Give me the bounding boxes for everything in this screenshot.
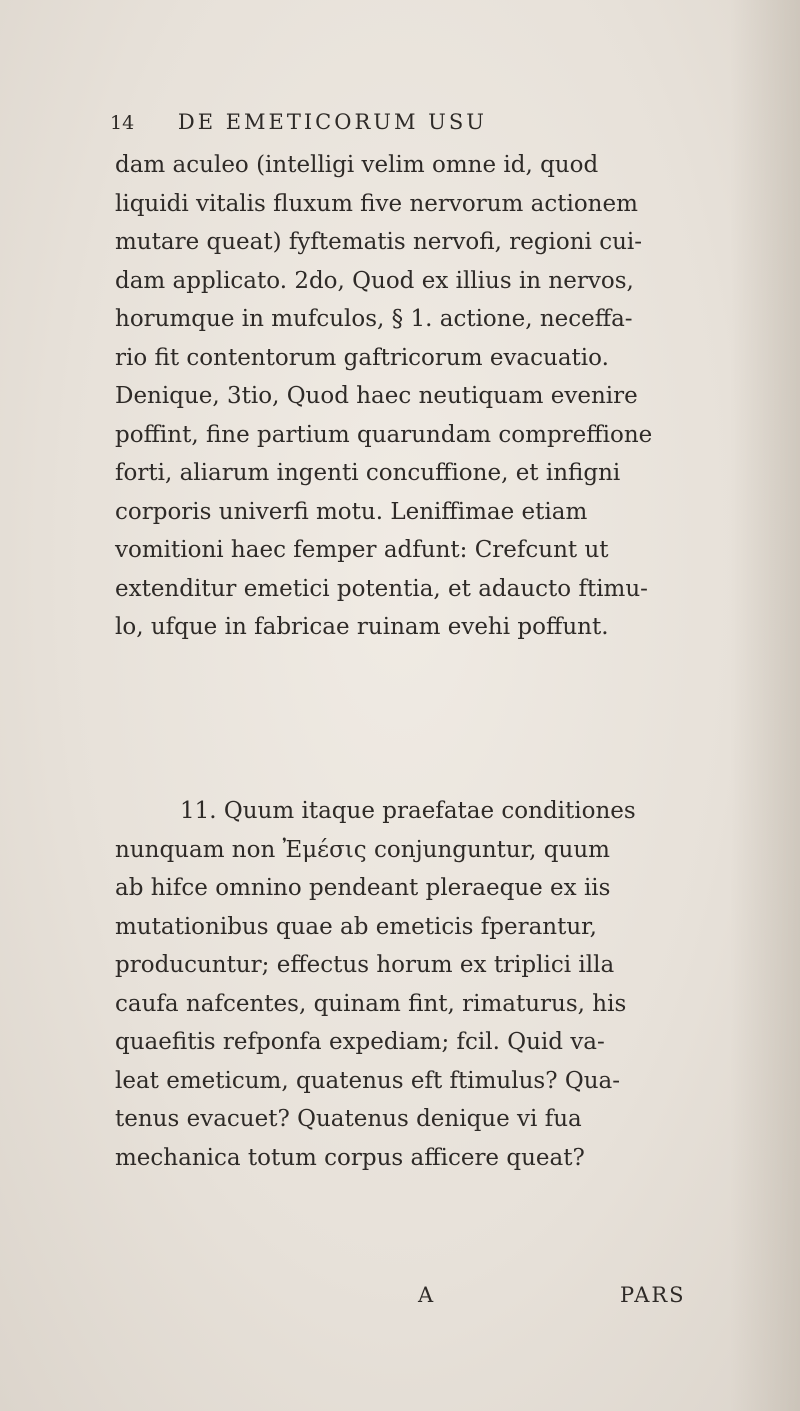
paragraph-2 [115, 792, 735, 1177]
text-line: tenus evacuet? Quatenus denique vi fua [115, 1106, 582, 1132]
page-number: 14 [110, 112, 135, 134]
text-line: rio fit contentorum gaftricorum evacuatio. [115, 344, 609, 371]
text-line: vomitioni haec femper adfunt: Crefcunt ut [115, 537, 609, 563]
text-line: Denique, 3tio, Quod haec neutiquam evenire [115, 383, 638, 409]
text-line: extenditur emetici potentia, et adaucto ftimu- [115, 575, 648, 602]
text-line: ab hifce omnino pendeant pleraeque ex iis [115, 875, 611, 901]
text-line: caufa nafcentes, quinam fint, rimaturus, his [115, 990, 627, 1017]
text-line: mutare queat) fyftematis nervofi, regioni cui- [115, 229, 643, 255]
page-footer [120, 1283, 720, 1317]
text-line: leat emeticum, quatenus eft ftimulus? Qua- [115, 1067, 621, 1094]
text-line: mutationibus quae ab emeticis fperantur, [115, 913, 597, 940]
text-line: liquidi vitalis fluxum five nervorum actionem [115, 190, 638, 217]
text-line: forti, aliarum ingenti concuffione, et infigni [115, 460, 621, 486]
running-title: DE EMETICORUM USU [177, 110, 487, 134]
text-line: quaefitis refponfa expediam; fcil. Quid va- [115, 1029, 605, 1055]
text-line: poffint, fine partium quarundam compreffione [115, 421, 653, 448]
text-line: corporis univerfi motu. Leniffimae etiam [115, 498, 588, 525]
text-line: producuntur; effectus horum ex triplici illa [115, 952, 615, 978]
catchword: PARS [620, 1283, 686, 1307]
text-line: 11. Quum itaque praefatae conditiones [180, 798, 636, 824]
text-line: dam applicato. 2do, Quod ex illius in nervos, [115, 267, 634, 294]
running-head [110, 110, 730, 150]
paragraph-1 [115, 146, 735, 647]
text-line: lo, ufque in fabricae ruinam evehi poffunt. [115, 614, 609, 640]
text-line: horumque in mufculos, § 1. actione, neceffa- [115, 306, 633, 332]
text-line: dam aculeo (intelligi velim omne id, quod [115, 152, 599, 178]
page-edge-shadow [730, 0, 800, 1411]
text-line: mechanica totum corpus afficere queat? [115, 1144, 585, 1171]
text-line: nunquam non Ἐμέσις conjunguntur, quum [115, 836, 610, 863]
signature-mark: A [418, 1283, 434, 1307]
